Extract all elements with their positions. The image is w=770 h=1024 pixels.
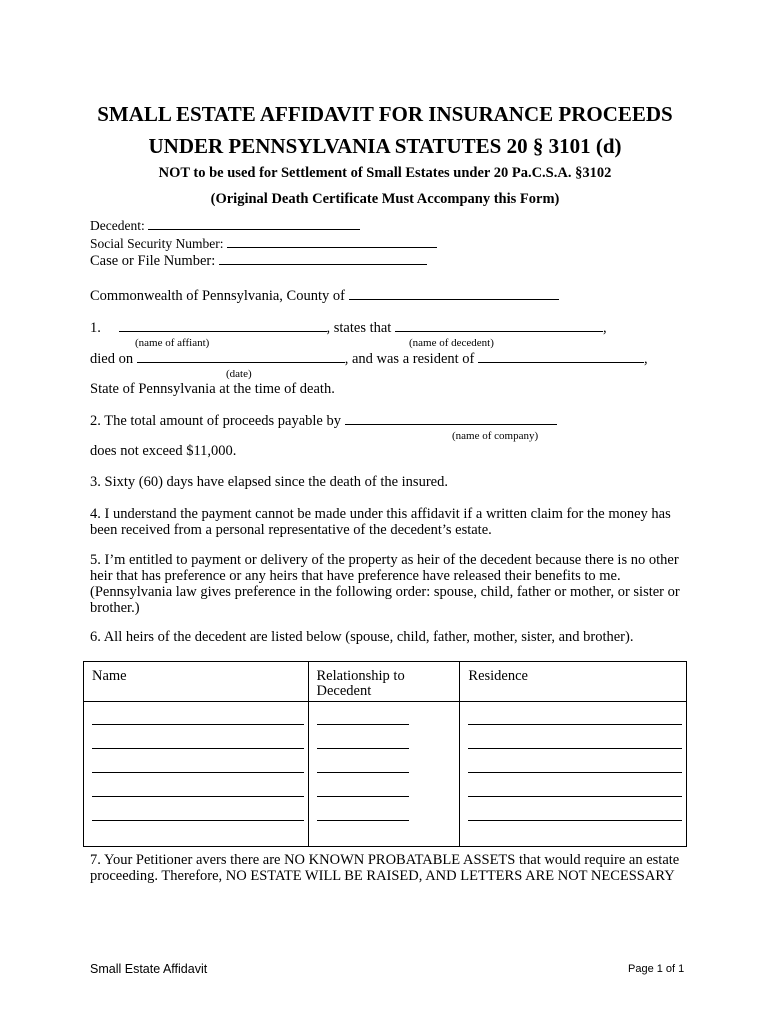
heir-name-cell[interactable] [84, 822, 309, 847]
heir-relationship-cell[interactable] [308, 702, 460, 727]
states-that-text: , states that [326, 320, 392, 336]
title-line-1: SMALL ESTATE AFFIDAVIT FOR INSURANCE PROCEEDS [97, 102, 673, 126]
decedent-input-line[interactable] [148, 217, 360, 230]
subtitle-death-certificate: (Original Death Certificate Must Accompany this Form) [210, 191, 560, 207]
item3-text: 3. Sixty (60) days have elapsed since the death of the insured. [90, 474, 448, 490]
item2-limit: does not exceed $11,000. [90, 443, 237, 459]
col-header-name: Name [84, 662, 309, 702]
item7-text: 7. Your Petitioner avers there are NO KNOWN PROBATABLE ASSETS that would require an estate proceeding. Therefore, NO ESTATE WILL BE RAISED, AND LETTERS ARE NOT NECESSARY [90, 852, 680, 884]
affiant-input-line[interactable] [119, 319, 327, 332]
case-field [90, 252, 427, 270]
county-field [90, 287, 559, 305]
footer-page-number: Page 1 of 1 [628, 963, 685, 975]
heir-name-cell[interactable] [84, 750, 309, 774]
ssn-field [90, 235, 437, 252]
heir-residence-cell[interactable] [460, 798, 687, 822]
item1-number: 1. [90, 320, 101, 336]
table-row [84, 750, 687, 774]
heir-residence-cell[interactable] [460, 774, 687, 798]
table-row [84, 702, 687, 727]
heir-name-cell[interactable] [84, 726, 309, 750]
subtitle-not-for-settlement: NOT to be used for Settlement of Small Estates under 20 Pa.C.S.A. §3102 [158, 165, 612, 181]
item1-line1 [90, 319, 607, 337]
table-row [84, 798, 687, 822]
caption-name-of-company: (name of company) [452, 430, 539, 442]
heirs-table [83, 661, 687, 847]
heir-name-cell[interactable] [84, 774, 309, 798]
ssn-input-line[interactable] [227, 235, 437, 248]
date-of-death-input-line[interactable] [137, 350, 345, 363]
heir-name-cell[interactable] [84, 702, 309, 727]
decedent-name-input-line[interactable] [395, 319, 603, 332]
caption-name-of-decedent: (name of decedent) [409, 337, 494, 349]
footer-title: Small Estate Affidavit [90, 962, 208, 976]
item5-text: 5. I’m entitled to payment or delivery of the property as heir of the decedent because there is no other heir that has preference or any heirs that have preference have released their benefits to me. (Pennsylvania law gives preference in the following order: spouse, child, father or mother, or sister or brother.) [90, 552, 680, 616]
caption-name-of-affiant: (name of affiant) [135, 337, 210, 349]
item4-text: 4. I understand the payment cannot be made under this affidavit if a written claim for the money has been received from a personal representative of the decedent’s estate. [90, 506, 671, 538]
title-line-2: UNDER PENNSYLVANIA STATUTES 20 § 3101 (d) [148, 134, 622, 158]
heir-residence-cell[interactable] [460, 822, 687, 847]
died-on-text: died on [90, 351, 134, 367]
col-header-relationship: Relationship to Decedent [308, 662, 460, 702]
residence-input-line[interactable] [478, 350, 644, 363]
heir-relationship-cell[interactable] [308, 750, 460, 774]
state-of-pennsylvania-text: State of Pennsylvania at the time of death. [90, 381, 335, 397]
heir-residence-cell[interactable] [460, 702, 687, 727]
item6-text: 6. All heirs of the decedent are listed below (spouse, child, father, mother, sister, and brother). [90, 629, 634, 645]
col-header-residence: Residence [460, 662, 687, 702]
comma-2: , [644, 351, 648, 367]
ssn-label: Social Security Number: [90, 236, 224, 251]
heir-name-cell[interactable] [84, 798, 309, 822]
comma-1: , [602, 320, 607, 336]
table-row [84, 822, 687, 847]
county-input-line[interactable] [349, 287, 559, 300]
company-input-line[interactable] [345, 412, 557, 425]
heir-residence-cell[interactable] [460, 726, 687, 750]
heir-relationship-cell[interactable] [308, 774, 460, 798]
decedent-label: Decedent: [90, 218, 145, 233]
decedent-field [90, 217, 360, 234]
resident-of-text: , and was a resident of [344, 351, 475, 367]
item2-text: 2. The total amount of proceeds payable by [90, 413, 341, 429]
heirs-table-header [84, 662, 687, 702]
heir-relationship-cell[interactable] [308, 798, 460, 822]
item1-line2 [90, 350, 648, 368]
item2-line [90, 412, 557, 430]
county-label: Commonwealth of Pennsylvania, County of [90, 288, 345, 304]
heir-relationship-cell[interactable] [308, 726, 460, 750]
case-label: Case or File Number: [90, 253, 216, 269]
case-input-line[interactable] [219, 252, 427, 265]
heir-residence-cell[interactable] [460, 750, 687, 774]
table-row [84, 726, 687, 750]
table-row [84, 774, 687, 798]
caption-date: (date) [226, 368, 252, 380]
heir-relationship-cell[interactable] [308, 822, 460, 847]
